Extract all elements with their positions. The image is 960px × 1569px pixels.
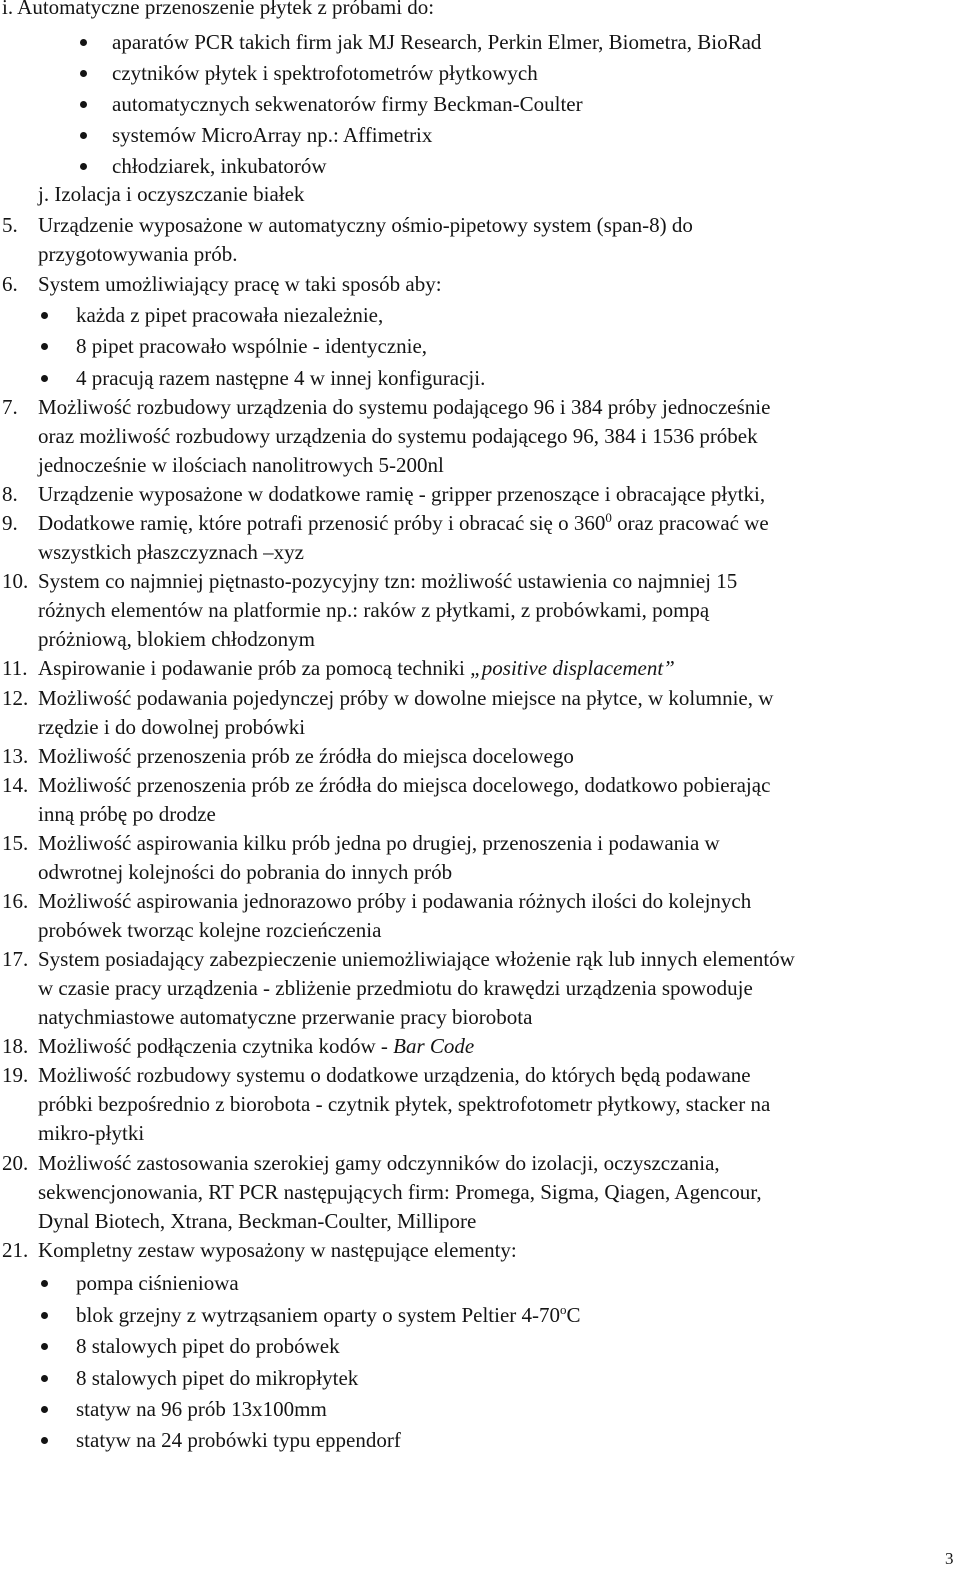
item-11-text-part: Aspirowanie i podawanie prób za pomocą techniki: [38, 656, 471, 680]
item-7-text: Możliwość rozbudowy urządzenia do systemu podającego 96 i 384 próby jednocześnie: [38, 395, 771, 419]
item-8-text: Urządzenie wyposażone w dodatkowe ramię - gripper przenoszące i obracające płytki,: [38, 482, 766, 506]
section-i-item: automatycznych sekwenatorów firmy Beckman-Coulter: [112, 92, 583, 116]
item-12-number: 12.: [2, 686, 29, 710]
item-21-bullet: statyw na 24 probówki typu eppendorf: [76, 1428, 401, 1452]
bullet-dot: [41, 343, 48, 350]
item-15-number: 15.: [2, 831, 29, 855]
superscript-degree: 0: [605, 510, 612, 525]
bullet-dot: [41, 1280, 48, 1287]
item-20-text: Dynal Biotech, Xtrana, Beckman-Coulter, Millipore: [38, 1209, 477, 1233]
item-10-text: próżniową, blokiem chłodzonym: [38, 627, 316, 651]
item-9-text-part: oraz pracować we: [611, 511, 769, 535]
section-i-heading: i. Automatyczne przenoszenie płytek z próbami do:: [2, 0, 435, 19]
bullet-dot: [41, 1437, 48, 1444]
item-16-number: 16.: [2, 889, 29, 913]
item-12-text: rzędzie i do dowolnej probówki: [38, 715, 306, 739]
item-6-bullet: 8 pipet pracowało wspólnie - identycznie,: [76, 334, 428, 358]
bullet-dot: [80, 163, 87, 170]
item-6-text: System umożliwiający pracę w taki sposób aby:: [38, 272, 442, 296]
item-6-bullet: 4 pracują razem następne 4 w innej konfiguracji.: [76, 366, 486, 390]
item-19-text: Możliwość rozbudowy systemu o dodatkowe urządzenia, do których będą podawane: [38, 1063, 751, 1087]
bullet-dot: [80, 132, 87, 139]
item-19-number: 19.: [2, 1063, 29, 1087]
item-20-text: Możliwość zastosowania szerokiej gamy odczynników do izolacji, oczyszczania,: [38, 1151, 720, 1175]
item-21-text: Kompletny zestaw wyposażony w następujące elementy:: [38, 1238, 517, 1262]
item-7-text: jednocześnie w ilościach nanolitrowych 5-200nl: [38, 453, 444, 477]
superscript-degree: o: [560, 1302, 567, 1317]
item-15-text: Możliwość aspirowania kilku prób jedna po drugiej, przenoszenia i podawania w: [38, 831, 720, 855]
item-6-bullet: każda z pipet pracowała niezależnie,: [76, 303, 384, 327]
item-14-text: Możliwość przenoszenia prób ze źródła do miejsca docelowego, dodatkowo pobierając: [38, 773, 771, 797]
item-10-text: System co najmniej piętnasto-pozycyjny tzn: możliwość ustawienia co najmniej 15: [38, 569, 738, 593]
bullet-dot: [80, 39, 87, 46]
item-8-number: 8.: [2, 482, 18, 506]
item-21-bullet-part: C: [566, 1303, 581, 1327]
item-7-text: oraz możliwość rozbudowy urządzenia do systemu podającego 96, 384 i 1536 próbek: [38, 424, 758, 448]
item-6-number: 6.: [2, 272, 18, 296]
item-9-text-part: Dodatkowe ramię, które potrafi przenosić próby i obracać się o 360: [38, 511, 606, 535]
bullet-dot: [80, 70, 87, 77]
bullet-dot: [41, 1312, 48, 1319]
item-11-number: 11.: [2, 656, 28, 680]
item-21-bullet: 8 stalowych pipet do mikropłytek: [76, 1366, 359, 1390]
item-21-bullet: 8 stalowych pipet do probówek: [76, 1334, 340, 1358]
item-20-number: 20.: [2, 1151, 29, 1175]
item-21-bullet-part: blok grzejny z wytrząsaniem oparty o system Peltier 4-70: [76, 1303, 561, 1327]
section-i-item: aparatów PCR takich firm jak MJ Research, Perkin Elmer, Biometra, BioRad: [112, 30, 762, 54]
item-11-text: [38, 655, 675, 681]
bullet-dot: [41, 1343, 48, 1350]
item-18-italic-term: Bar Code: [393, 1034, 475, 1058]
item-10-text: różnych elementów na platformie np.: raków z płytkami, z probówkami, pompą: [38, 598, 710, 622]
item-18-number: 18.: [2, 1034, 29, 1058]
item-19-text: mikro-płytki: [38, 1121, 145, 1145]
page-number: 3: [945, 1549, 954, 1568]
item-9-number: 9.: [2, 511, 18, 535]
bullet-dot: [80, 101, 87, 108]
item-12-text: Możliwość podawania pojedynczej próby w dowolne miejsce na płytce, w kolumnie, w: [38, 686, 774, 710]
item-17-text: w czasie pracy urządzenia - zbliżenie przedmiotu do krawędzi urządzenia spowoduje: [38, 976, 753, 1000]
item-9-text: [38, 510, 769, 536]
item-10-number: 10.: [2, 569, 29, 593]
item-14-text: inną próbę po drodze: [38, 802, 216, 826]
bullet-dot: [41, 312, 48, 319]
item-14-number: 14.: [2, 773, 29, 797]
item-20-text: sekwencjonowania, RT PCR następujących firm: Promega, Sigma, Qiagen, Agencour,: [38, 1180, 762, 1204]
item-7-number: 7.: [2, 395, 18, 419]
item-17-text: System posiadający zabezpieczenie uniemożliwiające włożenie rąk lub innych elementów: [38, 947, 795, 971]
section-i-item: chłodziarek, inkubatorów: [112, 154, 327, 178]
bullet-dot: [41, 375, 48, 382]
item-15-text: odwrotnej kolejności do pobrania do innych prób: [38, 860, 453, 884]
item-21-number: 21.: [2, 1238, 29, 1262]
item-21-bullet: pompa ciśnieniowa: [76, 1271, 239, 1295]
item-13-text: Możliwość przenoszenia prób ze źródła do miejsca docelowego: [38, 744, 574, 768]
item-17-text: natychmiastowe automatyczne przerwanie pracy biorobota: [38, 1005, 533, 1029]
item-16-text: probówek tworząc kolejne rozcieńczenia: [38, 918, 382, 942]
item-19-text: próbki bezpośrednio z biorobota - czytnik płytek, spektrofotometr płytkowy, stacker na: [38, 1092, 771, 1116]
item-5-number: 5.: [2, 213, 18, 237]
section-j-heading: j. Izolacja i oczyszczanie białek: [38, 182, 305, 206]
item-21-bullet: [76, 1302, 581, 1328]
item-21-bullet: statyw na 96 prób 13x100mm: [76, 1397, 327, 1421]
item-5-text: Urządzenie wyposażone w automatyczny ośmio-pipetowy system (span-8) do: [38, 213, 693, 237]
section-i-item: czytników płytek i spektrofotometrów płytkowych: [112, 61, 538, 85]
item-11-italic-term: „positive displacement”: [470, 656, 675, 680]
item-18-text-part: Możliwość podłączenia czytnika kodów -: [38, 1034, 394, 1058]
item-16-text: Możliwość aspirowania jednorazowo próby i podawania różnych ilości do kolejnych: [38, 889, 752, 913]
bullet-dot: [41, 1375, 48, 1382]
section-i-item: systemów MicroArray np.: Affimetrix: [112, 123, 433, 147]
item-5-text: przygotowywania prób.: [38, 242, 238, 266]
bullet-dot: [41, 1406, 48, 1413]
item-13-number: 13.: [2, 744, 29, 768]
item-17-number: 17.: [2, 947, 29, 971]
item-9-text: wszystkich płaszczyznach –xyz: [38, 540, 304, 564]
item-18-text: [38, 1033, 474, 1059]
